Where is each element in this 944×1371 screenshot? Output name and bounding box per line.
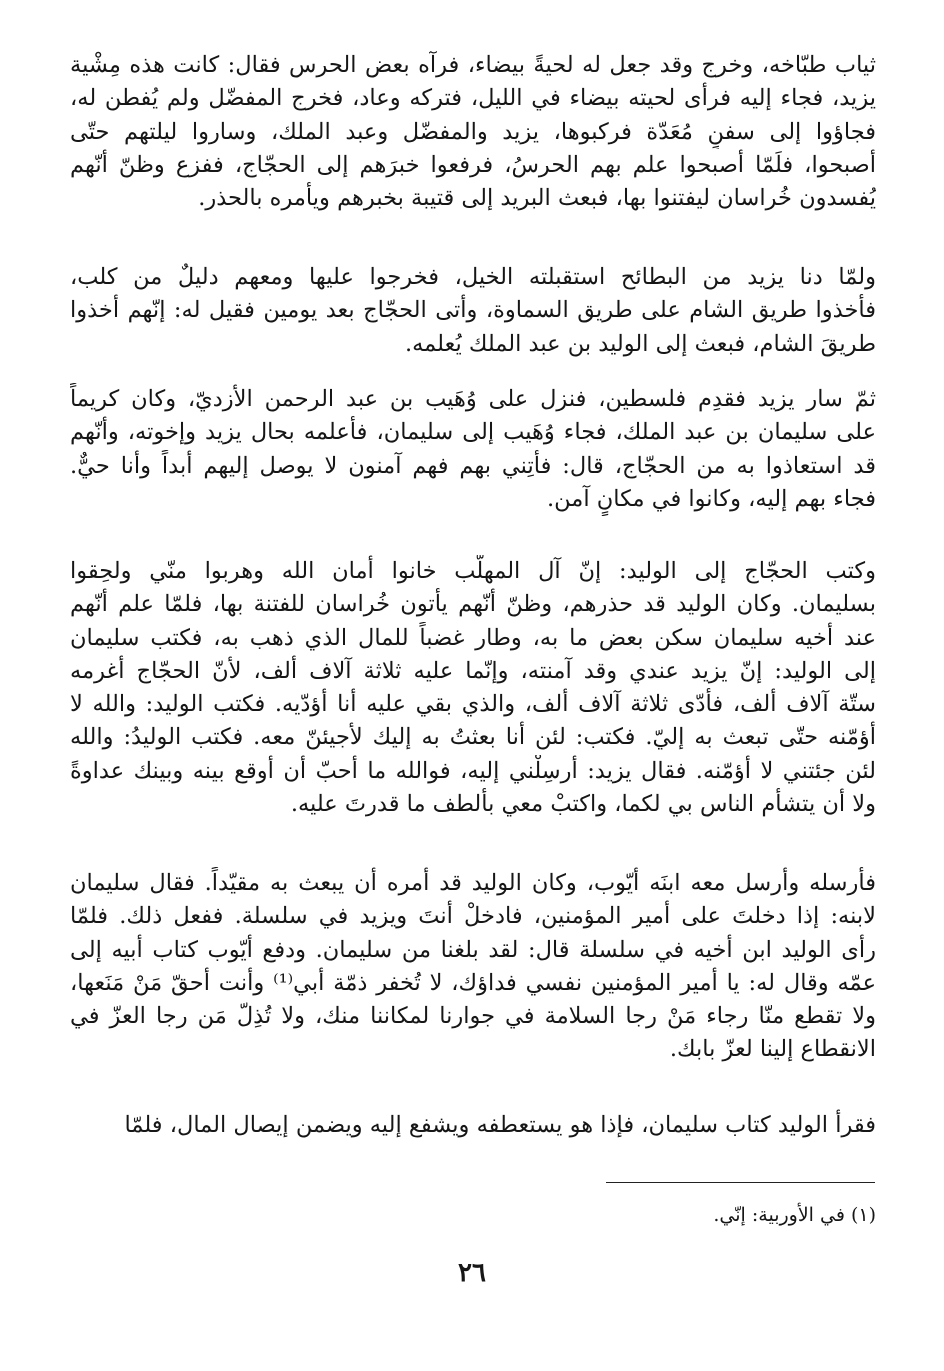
paragraph-2 <box>70 261 876 361</box>
text-line: إلى الوليد: إنّ يزيد عندي وقد آمنته، وإنّما عليه ثلاثة آلاف ألف، لأنّ الحجّاج أغرمه <box>70 657 876 684</box>
text-line: ثمّ سار يزيد فقدِم فلسطين، فنزل على وُهَيب بن عبد الرحمن الأزديّ، وكان كريماً <box>70 386 876 412</box>
text-line: يُفسدون خُراسان ليفتنوا بها، فبعث البريد إلى قتيبة بخبرهم ويأمره بالحذر. <box>198 185 876 212</box>
text-line: على سليمان بن عبد الملك، فجاء وُهَيب إلى سليمان، فأعلمه بحال يزيد وإخوته، وأنّهم <box>70 419 876 446</box>
footnote-divider <box>606 1182 875 1183</box>
text-line: لابنه: إذا دخلتَ على أمير المؤمنين، فادخلْ أنتَ ويزيد في سلسلة. ففعل ذلك. فلمّا <box>70 903 876 930</box>
text-line: أصبحوا، فلَمّا أصبحوا علم بهم الحرسُ، فرفعوا خبرَهم إلى الحجّاج، ففزع وظنّ أنّهم <box>70 151 876 178</box>
text-line: وكتب الحجّاج إلى الوليد: إنّ آل المهلّب خانوا أمان الله وهربوا منّي ولحِقوا <box>70 558 876 584</box>
text-line: ثياب طبّاخه، وخرج وقد جعل له لحيةً بيضاء، فرآه بعض الحرس فقال: كانت هذه مِشْية <box>70 52 876 78</box>
text-line: بسليمان. وكان الوليد قد حذرهم، وظنّ أنّهم يأتون خُراسان للفتنة بها، فلمّا علم أنّهم <box>70 591 876 618</box>
text-line: أؤمّنه حتّى تبعث به إليّ. فكتب: لئن أنا بعثتُ به إليك لأجيئنّ معه. فكتب الوليدُ: والله <box>70 724 876 751</box>
text-line: ولا أن يتشأم الناس بي لكما، واكتبْ معي بألطف ما قدرتَ عليه. <box>290 791 876 818</box>
paragraph-6 <box>70 1109 876 1142</box>
text-line: فقرأ الوليد كتاب سليمان، فإذا هو يستعطفه ويشفع إليه ويضمن إيصال المال، فلمّا <box>124 1112 876 1138</box>
text-line: فجاؤوا إلى سفنٍ مُعَدّة فركبوها، يزيد والمفضّل وعبد الملك، وساروا ليلتهم حتّى <box>70 118 876 145</box>
text-line: لئن جئتني لا أؤمّنه. فقال يزيد: أرسِلْني إليه، فوالله ما أُحبّ أن أوقع بينه وبينك عداوةً <box>70 757 876 784</box>
text-line: طريقَ الشام، فبعث إلى الوليد بن عبد الملك يُعلمه. <box>404 330 876 357</box>
text-line: يزيد، فجاء إليه فرأى لحيته بيضاء في الليل، فتركه وعاد، فخرج المفضّل ولم يُفطن له، <box>70 85 876 112</box>
text-line: قد استعاذوا به من الحجّاج، قال: فأتِني بهم فهم آمنون لا يوصل إليهم أبداً وأنا حيٌّ. <box>70 452 876 479</box>
paragraph-3 <box>70 383 876 516</box>
page-number: ٢٦ <box>458 1258 486 1288</box>
text-line: فأرسله وأرسل معه ابنَه أيّوب، وكان الوليد قد أمره أن يبعث به مقيّداً. فقال سليمان <box>70 870 876 896</box>
text-line: ولمّا دنا يزيد من البطائح استقبلته الخيل، فخرجوا عليها ومعهم دليلٌ من كلب، <box>70 264 876 290</box>
text-line: رأى الوليد ابن أخيه في سلسلة قال: لقد بلغنا من سليمان. ودفع أيّوب كتاب أبيه إلى <box>70 936 876 963</box>
text-line: فجاء بهم إليه، وكانوا في مكانٍ آمن. <box>547 485 876 512</box>
text-line: ولا تقطع منّا رجاء مَنْ رجا السلامة في جوارنا لمكاننا منك، ولا تُذِلّ مَن رجا العزّ في <box>70 1003 876 1030</box>
paragraph-5 <box>70 867 876 1067</box>
text-line: عمّه وقال له: يا أمير المؤمنين نفسي فداؤك، لا تُخفر ذمّة أبي⁽¹⁾ وأنت أحقّ مَنْ مَنَعها، <box>70 969 876 996</box>
text-line: ستّة آلاف ألف، فأدّى ثلاثة آلاف ألف، والذي بقي عليه أنا أؤدّيه. فكتب الوليد: والله لا <box>70 691 876 718</box>
paragraph-1 <box>70 49 876 215</box>
text-line: الانقطاع إلينا لعزّ بابك. <box>669 1036 876 1063</box>
footnote: (١) في الأوربية: إنّي. <box>713 1204 876 1226</box>
paragraph-4 <box>70 555 876 821</box>
text-line: عند أخيه سليمان سكن بعض ما به، وطار غضباً للمال الذي ذهب به، فكتب سليمان <box>70 624 876 651</box>
text-line: فأخذوا طريق الشام على طريق السماوة، وأتى الحجّاج بعد يومين فقيل له: إنّهم أخذوا <box>70 297 876 324</box>
